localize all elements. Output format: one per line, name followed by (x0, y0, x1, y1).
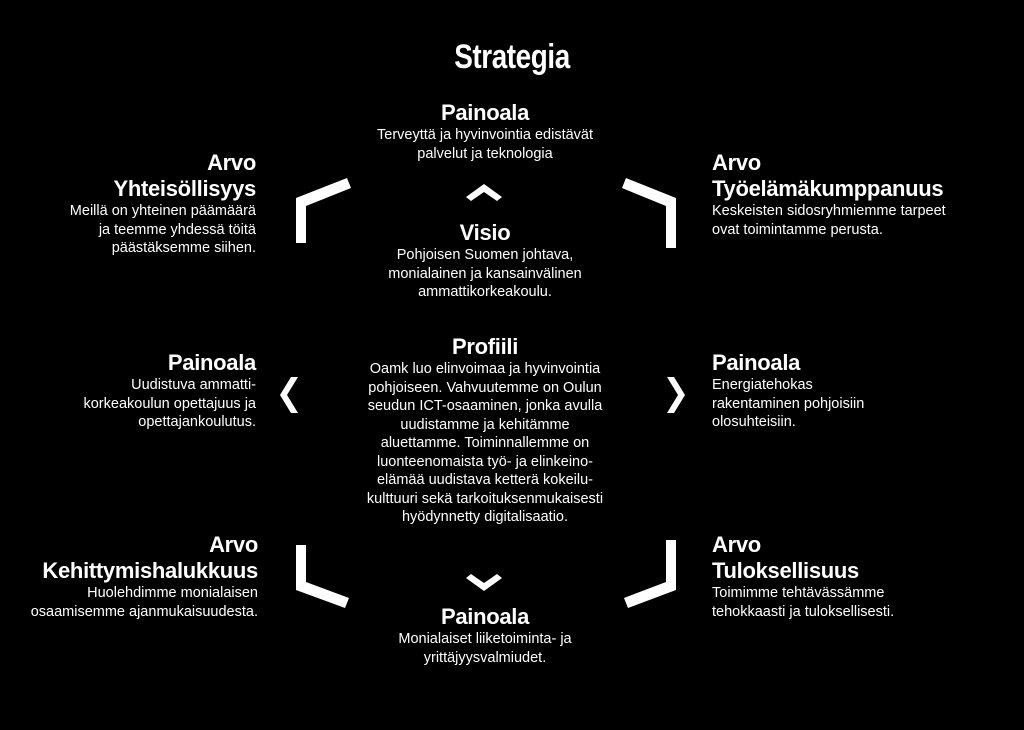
chevron-up-icon (466, 184, 502, 201)
value-community-heading: Yhteisöllisyys (113, 176, 256, 201)
value-results-text: Toimimme tehtävässämme tehokkaasti ja tuloksellisesti. (712, 585, 895, 620)
value-development-label: Arvo (209, 532, 258, 557)
focus-area-bottom-heading: Painoala (440, 604, 530, 629)
bracket-bottom-left-icon (296, 545, 349, 608)
vision-heading: Visio (459, 220, 511, 245)
focus-area-left (20, 350, 256, 432)
vision-text: Pohjoisen Suomen johtava, monialainen ja kansainvälinen ammattikorkeakoulu. (388, 247, 582, 300)
value-results-label: Arvo (712, 532, 761, 557)
value-community-text: Meillä on yhteinen päämäärä ja teemme yhdessä töitä päästäksemme siihen. (69, 203, 256, 256)
value-community-label: Arvo (207, 150, 256, 175)
focus-area-bottom-text: Monialaiset liiketoiminta- ja yrittäjyysvalmiudet. (398, 631, 572, 666)
focus-area-top-text: Terveyttä ja hyvinvointia edistävät palvelut ja teknologia (377, 127, 593, 162)
value-partnership-heading: Työelämäkumppanuus (712, 176, 944, 201)
focus-area-left-text: Uudistuva ammatti- korkeakoulun opettajuus ja opettajankoulutus. (83, 377, 256, 430)
focus-area-bottom (340, 604, 630, 667)
focus-area-right-heading: Painoala (712, 350, 801, 375)
chevron-left-icon (280, 377, 298, 413)
value-community (20, 150, 256, 258)
page-title: Strategia (454, 38, 570, 76)
bracket-top-right-icon (622, 178, 676, 248)
chevron-down-icon (466, 574, 502, 591)
value-development (8, 532, 258, 621)
bracket-bottom-right-icon (624, 540, 676, 608)
vision-block (340, 220, 630, 302)
focus-area-top (330, 100, 640, 163)
focus-area-right (712, 350, 992, 432)
value-partnership-text: Keskeisten sidosryhmiemme tarpeet ovat toimintamme perusta. (712, 203, 946, 238)
value-development-heading: Kehittymishalukkuus (42, 558, 258, 583)
value-results (712, 532, 992, 621)
value-partnership (712, 150, 1012, 239)
value-results-heading: Tuloksellisuus (712, 558, 859, 583)
chevron-right-icon (667, 377, 685, 413)
value-development-text: Huolehdimme monialaisen osaamisemme ajanmukaisuudesta. (30, 585, 258, 620)
focus-area-right-text: Energiatehokas rakentaminen pohjoisiin olosuhteisiin. (712, 377, 865, 430)
focus-area-left-heading: Painoala (167, 350, 256, 375)
focus-area-top-heading: Painoala (440, 100, 530, 125)
value-partnership-label: Arvo (712, 150, 761, 175)
profile-text: Oamk luo elinvoimaa ja hyvinvointia pohjoiseen. Vahvuutemme on Oulun seudun ICT-osaaminen, jonka avulla uudistamme ja kehitämme aluettamme. Toiminnallemme on luonteenomaista työ- ja elinkeino- elämää uudistava ketterä kokeilu- kulttuuri sekä tarkoituksenmukaisesti hyödynnetty digitalisaatio. (366, 361, 604, 525)
profile-block (330, 334, 640, 527)
profile-heading: Profiili (451, 334, 519, 359)
